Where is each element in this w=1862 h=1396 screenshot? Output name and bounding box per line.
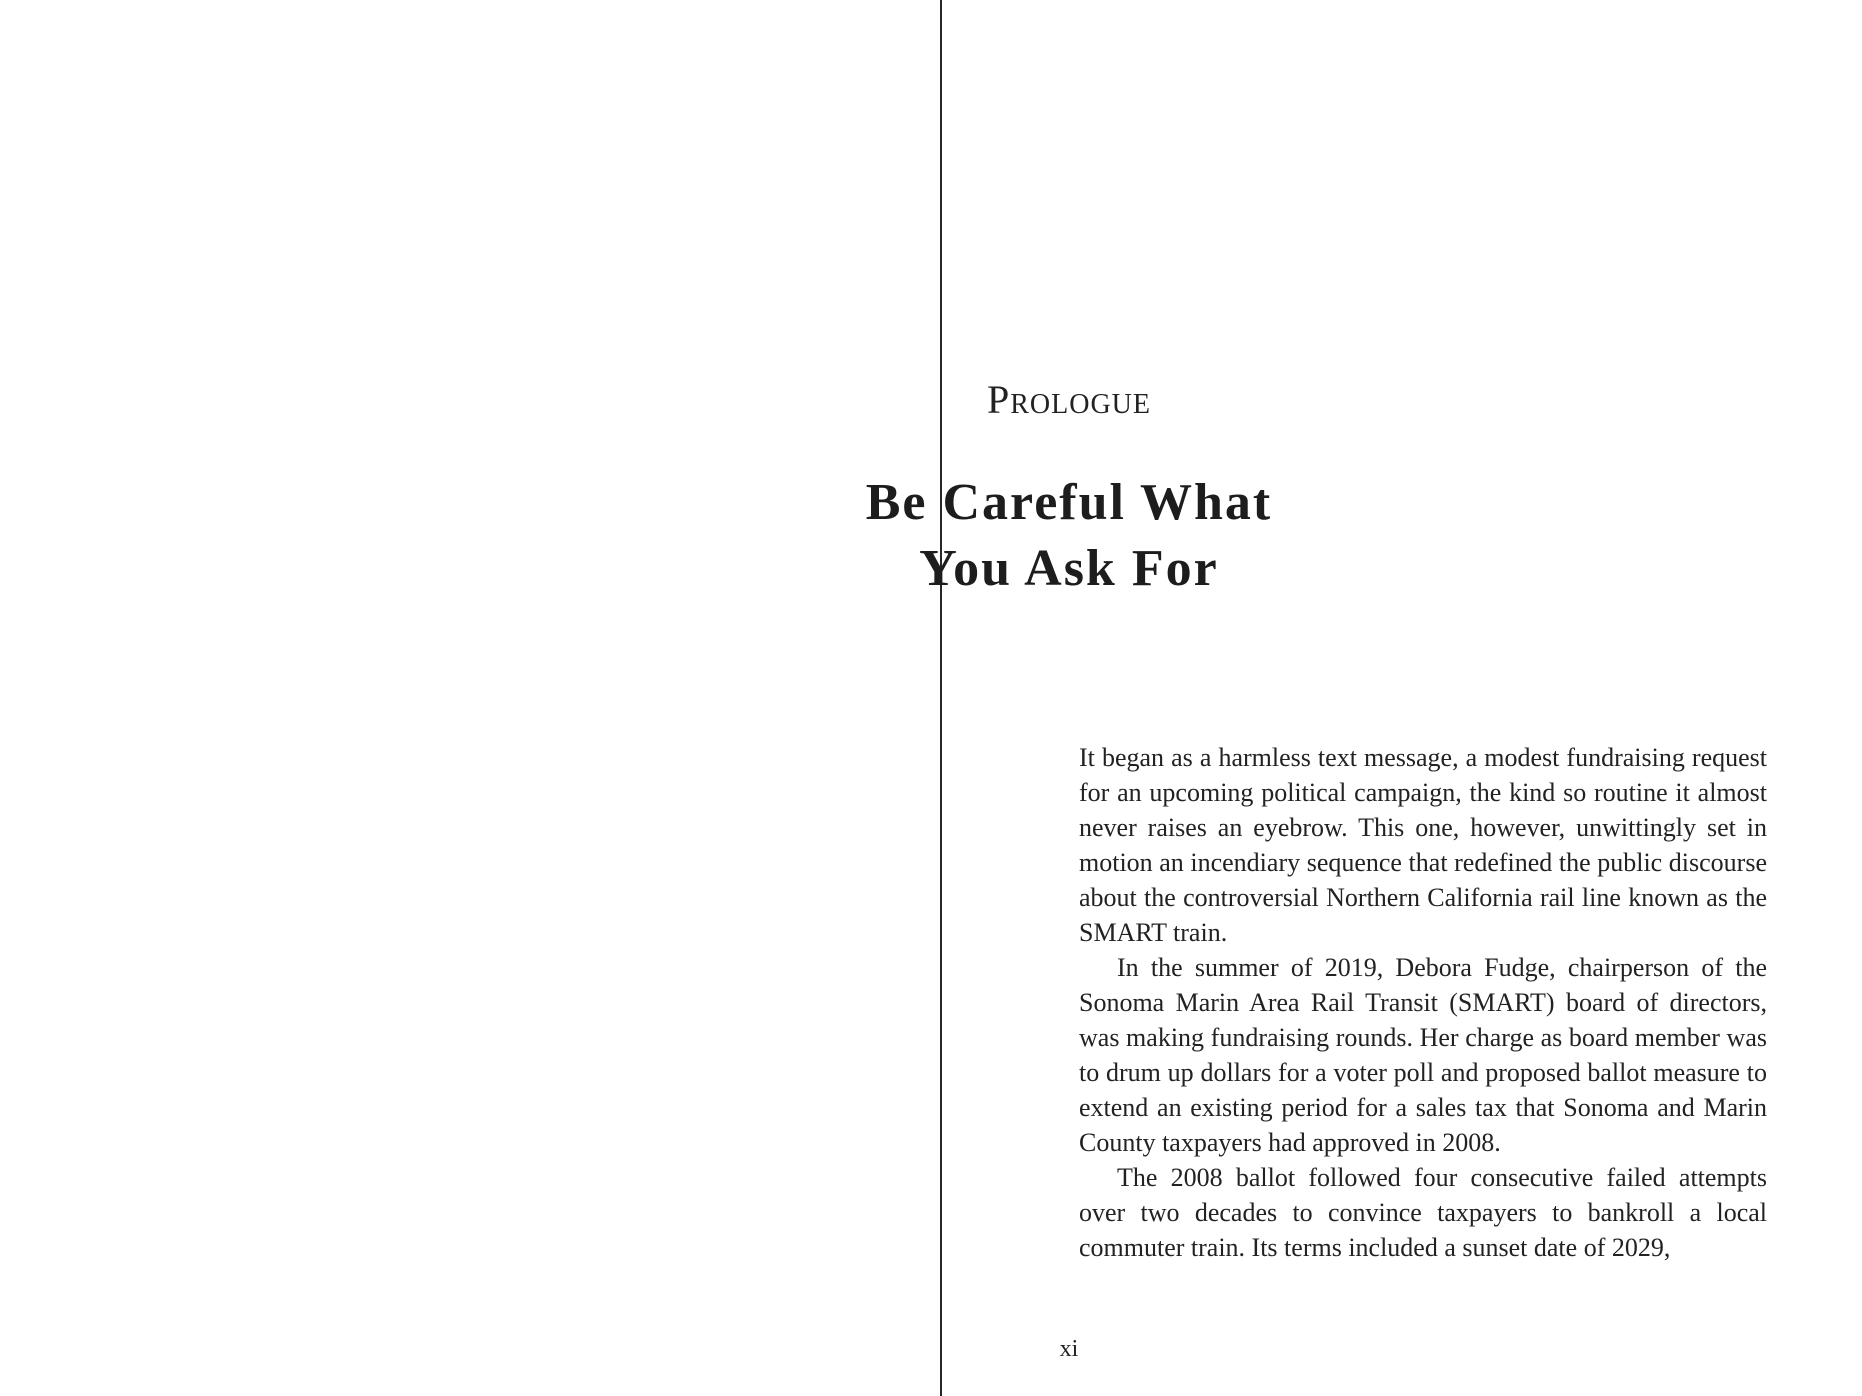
chapter-title-line-1: Be Careful What [865, 474, 1273, 531]
paragraph-1: It began as a harmless text message, a modest fundraising request for an upcoming political campaign, the kind so routine it almost never raises an eyebrow. This one, however, unwittingly set in motion an incendiary sequence that redefined the public discourse about the controversial Northern California rail line known as the SMART train. [1079, 743, 1767, 947]
paragraph-3: The 2008 ballot followed four consecutive failed attempts over two decades to convince taxpayers to bankroll a local commuter train. Its terms included a sunset date of 2029, [1079, 1163, 1767, 1262]
page-number: xi [1059, 1336, 1079, 1362]
chapter-title [0, 470, 1862, 602]
paragraph-2: In the summer of 2019, Debora Fudge, chairperson of the Sonoma Marin Area Rail Transit (SMART) board of directors, was making fundraising rounds. Her charge as board member was to drum up dollars for a voter poll and proposed ballot measure to extend an existing period for a sales tax that Sonoma and Marin County taxpayers had approved in 2008. [1079, 953, 1767, 1157]
chapter-title-line-2: You Ask For [919, 540, 1219, 597]
chapter-label: Prologue [986, 377, 1151, 422]
body-text [1079, 740, 1767, 1265]
